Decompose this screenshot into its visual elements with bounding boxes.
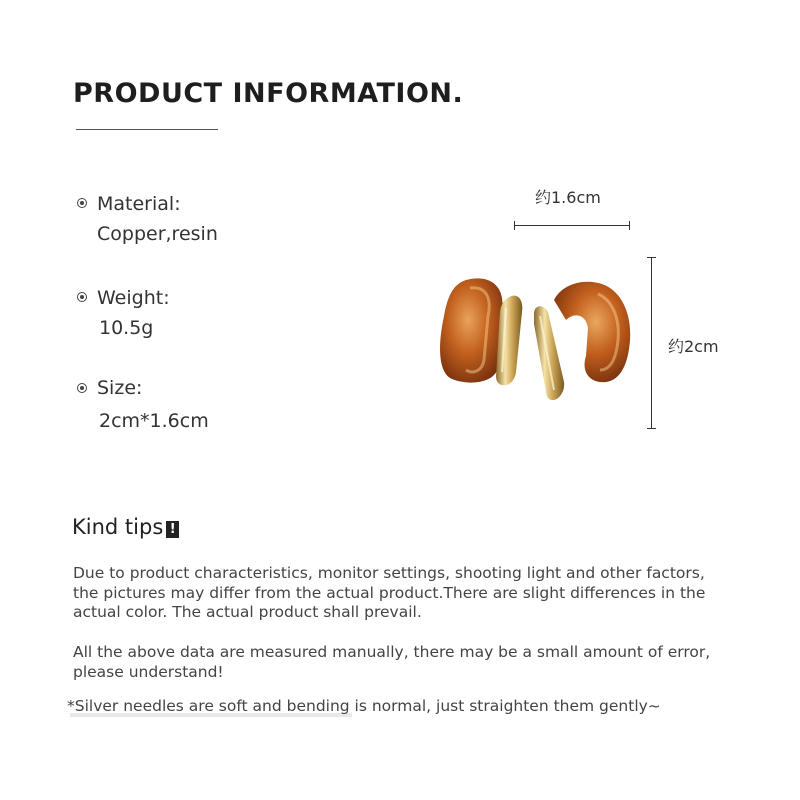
width-dimension-label: 约1.6cm <box>535 188 601 207</box>
kind-tips-heading <box>72 515 179 539</box>
spec-label: Material: <box>97 193 181 215</box>
height-dimension-line <box>651 257 652 429</box>
spec-weight <box>97 283 170 343</box>
kind-tips-title: Kind tips <box>72 515 164 539</box>
bullet-icon <box>77 383 87 393</box>
spec-value: 2cm*1.6cm <box>99 410 209 432</box>
height-dimension-label: 约2cm <box>668 337 719 356</box>
spec-value: Copper,resin <box>97 223 218 245</box>
product-image <box>436 272 636 412</box>
gold-ring-right <box>534 306 564 400</box>
spec-label: Size: <box>97 377 143 399</box>
height-dimension-tick <box>647 428 656 429</box>
spec-value: 10.5g <box>99 317 154 339</box>
width-dimension-tick <box>514 221 515 230</box>
resin-cuff-left <box>440 278 503 382</box>
spec-size <box>97 372 209 438</box>
exclamation-icon: ! <box>166 521 179 538</box>
tips-paragraph-1: Due to product characteristics, monitor settings, shooting light and other factors, the pictures may differ from the actual product.There are slight differences in the actual color. The actual product shall prevail. <box>73 564 706 621</box>
tips-paragraph-2: All the above data are measured manually, there may be a small amount of error, please understand! <box>73 643 711 681</box>
width-dimension-line <box>514 225 630 226</box>
bullet-icon <box>77 292 87 302</box>
height-dimension-tick <box>647 257 656 258</box>
width-dimension-tick <box>629 221 630 230</box>
spec-material <box>97 189 218 249</box>
title-divider <box>76 129 218 130</box>
spec-label: Weight: <box>97 287 170 309</box>
tips-note: *Silver needles are soft and bending is normal, just straighten them gently~ <box>67 697 661 715</box>
page-title: PRODUCT INFORMATION. <box>73 78 464 109</box>
bullet-icon <box>77 198 87 208</box>
